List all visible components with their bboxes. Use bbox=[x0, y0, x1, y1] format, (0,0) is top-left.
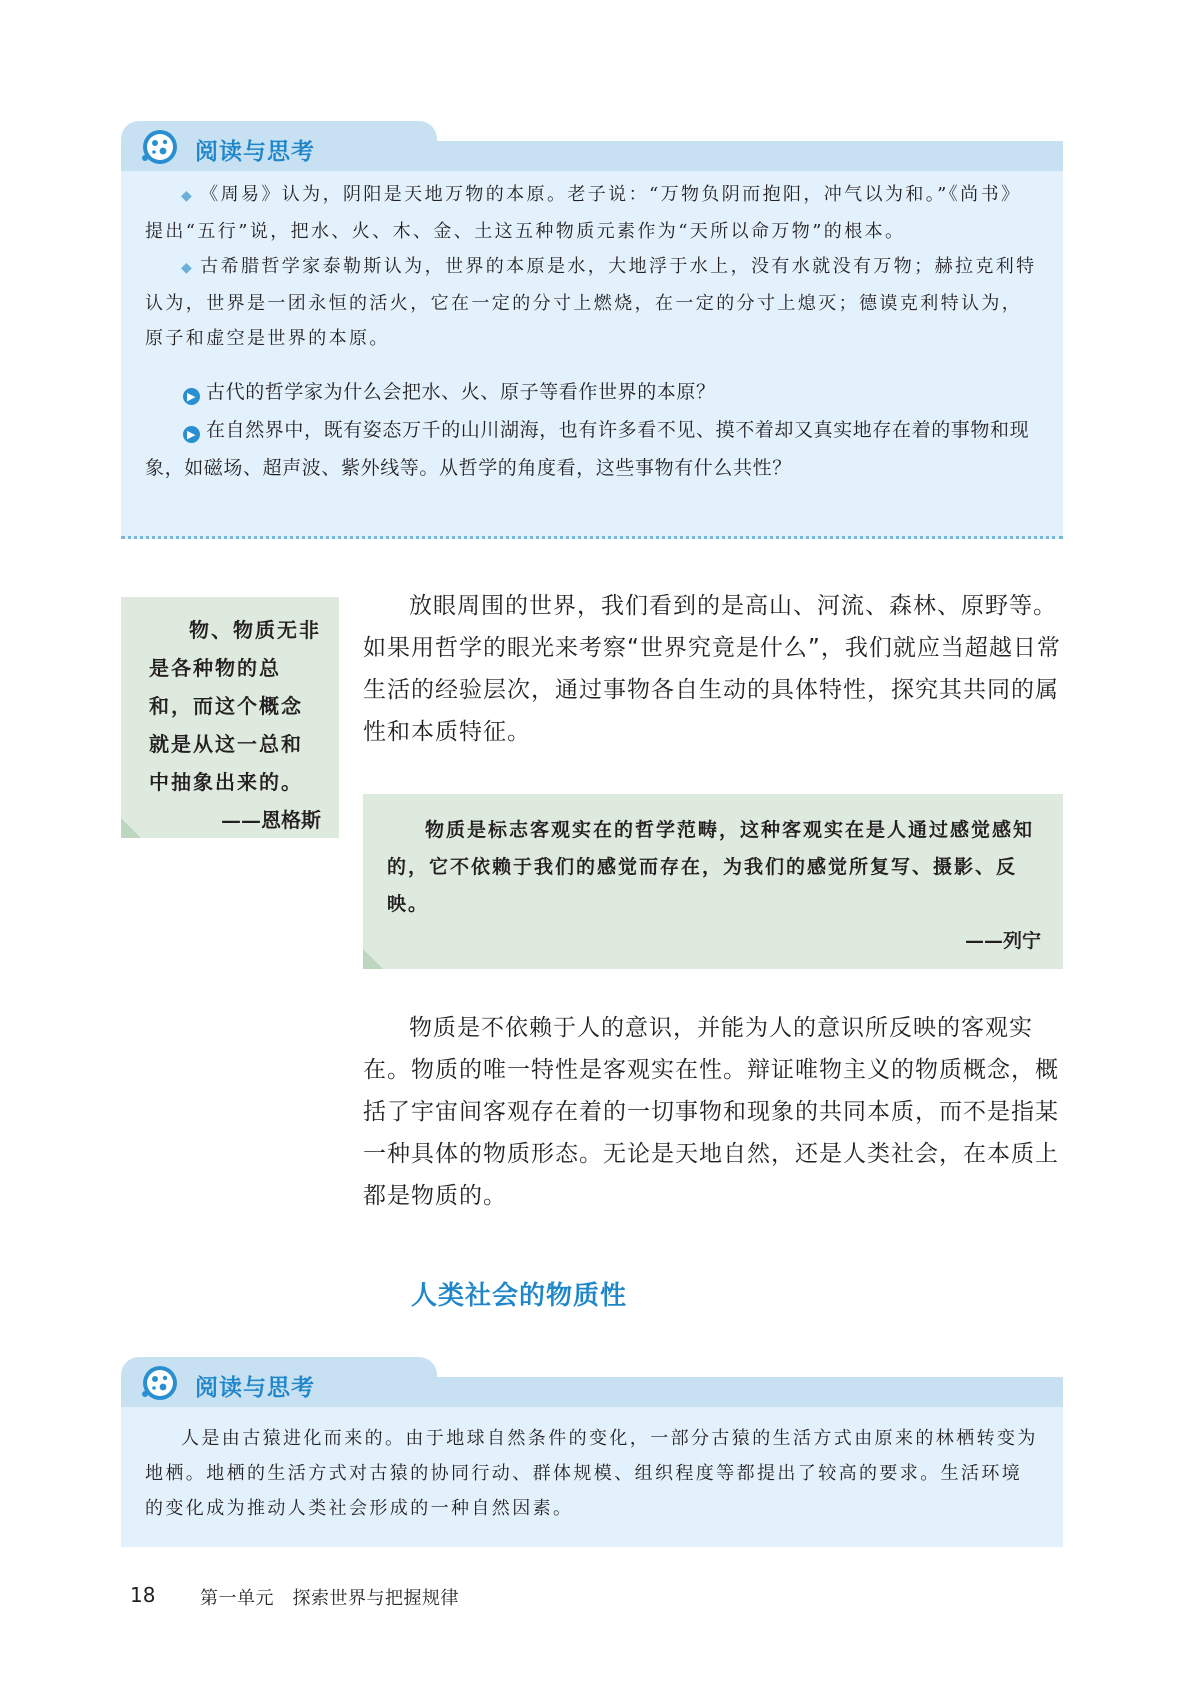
section-heading: 人类社会的物质性 bbox=[411, 1281, 628, 1311]
chapter-footer: 第一单元 探索世界与把握规律 bbox=[200, 1588, 459, 1609]
question-item: ▶ 在自然界中，既有姿态万千的山川湖海，也有许多看不见、摸不着却又真实地存在着的事物和现象，如磁场、超声波、紫外线等。从哲学的角度看，这些事物有什么共性？ bbox=[145, 419, 1030, 479]
main-paragraph-2: 物质是不依赖于人的意识，并能为人的意识所反映的客观实在。物质的唯一特性是客观实在性。辩证唯物主义的物质概念，概括了宇宙间客观存在着的一切事物和现象的共同本质，而不是指某一种具体的物质形态。无论是天地自然，还是人类社会，在本质上都是物质的。 bbox=[363, 1015, 1059, 1209]
folded-corner bbox=[121, 818, 141, 838]
reading-paragraph: ◆ 古希腊哲学家泰勒斯认为，世界的本原是水，大地浮于水上，没有水就没有万物；赫拉克利特认为，世界是一团永恒的活火，它在一定的分寸上燃烧，在一定的分寸上熄灭；德谟克利特认为，原子和虚空是世界的本原。 bbox=[145, 256, 1037, 349]
reading-box-text bbox=[145, 177, 1039, 356]
reading-think-icon bbox=[141, 1364, 179, 1402]
folded-corner bbox=[363, 949, 383, 969]
diamond-bullet-icon: ◆ bbox=[181, 260, 195, 276]
reading-box-1 bbox=[121, 121, 1063, 543]
quote-lenin bbox=[363, 794, 1063, 969]
quote-text: 物质是标志客观实在的哲学范畴，这种客观实在是人通过感觉感知的，它不依赖于我们的感觉而存在，为我们的感觉所复写、摄影、反映。 bbox=[387, 819, 1035, 915]
quote-author: ——列宁 bbox=[964, 930, 1041, 952]
quote-text: 物、物质无非是各种物的总和，而这个概念就是从这一总和中抽象出来的。 bbox=[149, 618, 321, 794]
arrow-right-icon: ▶ bbox=[183, 388, 200, 405]
reading-paragraph: ◆ 《周易》认为，阴阳是天地万物的本原。老子说：“万物负阴而抱阳，冲气以为和。”《尚书》提出“五行”说，把水、火、木、金、土这五种物质元素作为“天所以命万物”的根本。 bbox=[145, 184, 1022, 242]
quote-author: ——恩格斯 bbox=[221, 808, 321, 832]
reading-paragraph: 人是由古猿进化而来的。由于地球自然条件的变化，一部分古猿的生活方式由原来的林栖转变为地栖。地栖的生活方式对古猿的协同行动、群体规模、组织程度等都提出了较高的要求。生活环境的变化成为推动人类社会形成的一种自然因素。 bbox=[145, 1428, 1038, 1519]
page-number: 18 bbox=[130, 1583, 156, 1607]
diamond-bullet-icon: ◆ bbox=[181, 188, 195, 204]
reading-questions bbox=[145, 373, 1039, 487]
reading-box-text bbox=[145, 1421, 1039, 1526]
reading-think-icon bbox=[141, 128, 179, 166]
reading-box-title: 阅读与思考 bbox=[195, 1375, 315, 1401]
reading-box-2 bbox=[121, 1357, 1063, 1547]
question-item: ▶ 古代的哲学家为什么会把水、火、原子等看作世界的本原？ bbox=[145, 373, 1039, 411]
arrow-right-icon: ▶ bbox=[183, 426, 200, 443]
side-quote-engels bbox=[121, 597, 339, 838]
reading-box-title: 阅读与思考 bbox=[195, 139, 315, 165]
main-paragraph-1: 放眼周围的世界，我们看到的是高山、河流、森林、原野等。如果用哲学的眼光来考察“世界究竟是什么”，我们就应当超越日常生活的经验层次，通过事物各自生动的具体特性，探究其共同的属性和本质特征。 bbox=[363, 593, 1061, 745]
